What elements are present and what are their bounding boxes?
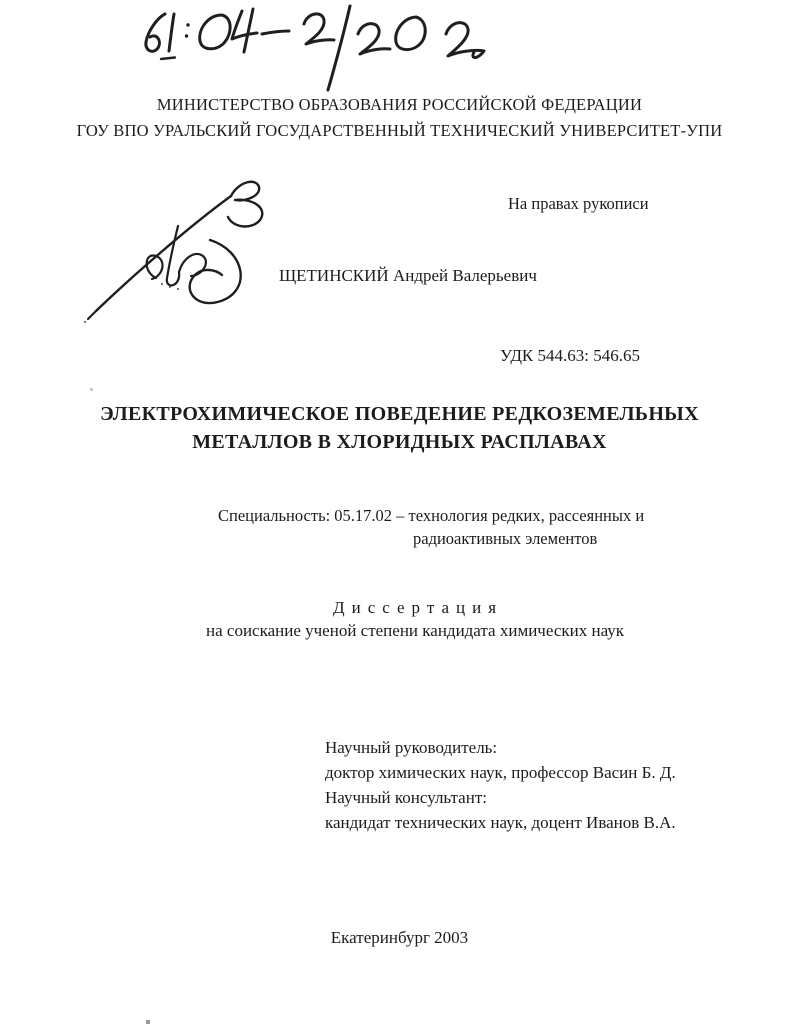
- author-name: ЩЕТИНСКИЙ Андрей Валерьевич: [279, 266, 537, 285]
- ministry-header-line1: МИНИСТЕРСТВО ОБРАЗОВАНИЯ РОССИЙСКОЙ ФЕДЕРАЦИИ: [156, 95, 643, 114]
- signature-icon: [82, 178, 277, 323]
- consultant-label: Научный консультант:: [325, 788, 487, 807]
- university-header-line2: ГОУ ВПО УРАЛЬСКИЙ ГОСУДАРСТВЕННЫЙ ТЕХНИЧЕСКИЙ УНИВЕРСИТЕТ-УПИ: [76, 121, 723, 140]
- city-year-imprint: Екатеринбург 2003: [330, 928, 469, 947]
- author-signature: [82, 178, 277, 328]
- manuscript-rights-note: На правах рукописи: [508, 194, 649, 213]
- title-line2: МЕТАЛЛОВ В ХЛОРИДНЫХ РАСПЛАВАХ: [192, 431, 607, 453]
- specialty-line2: радиоактивных элементов: [413, 529, 598, 548]
- scan-speck: [90, 388, 93, 391]
- supervisor-label: Научный руководитель:: [325, 738, 498, 757]
- supervisor-name: доктор химических наук, профессор Васин Б. Д.: [325, 763, 676, 782]
- handwritten-number-icon: [126, 2, 526, 107]
- credits-block: [325, 735, 676, 835]
- scan-speck: [146, 1020, 150, 1024]
- consultant-name: кандидат технических наук, доцент Иванов В.А.: [325, 813, 676, 832]
- title-line1: ЭЛЕКТРОХИМИЧЕСКОЕ ПОВЕДЕНИЕ РЕДКОЗЕМЕЛЬНЫХ: [100, 403, 699, 425]
- udc-code: УДК 544.63: 546.65: [500, 346, 640, 365]
- thesis-degree-line: на соискание ученой степени кандидата химических наук: [206, 621, 625, 640]
- specialty-line1: Специальность: 05.17.02 – технология редких, рассеянных и: [218, 506, 645, 525]
- dissertation-title: [0, 400, 799, 456]
- thesis-type: Диссертация: [333, 598, 504, 617]
